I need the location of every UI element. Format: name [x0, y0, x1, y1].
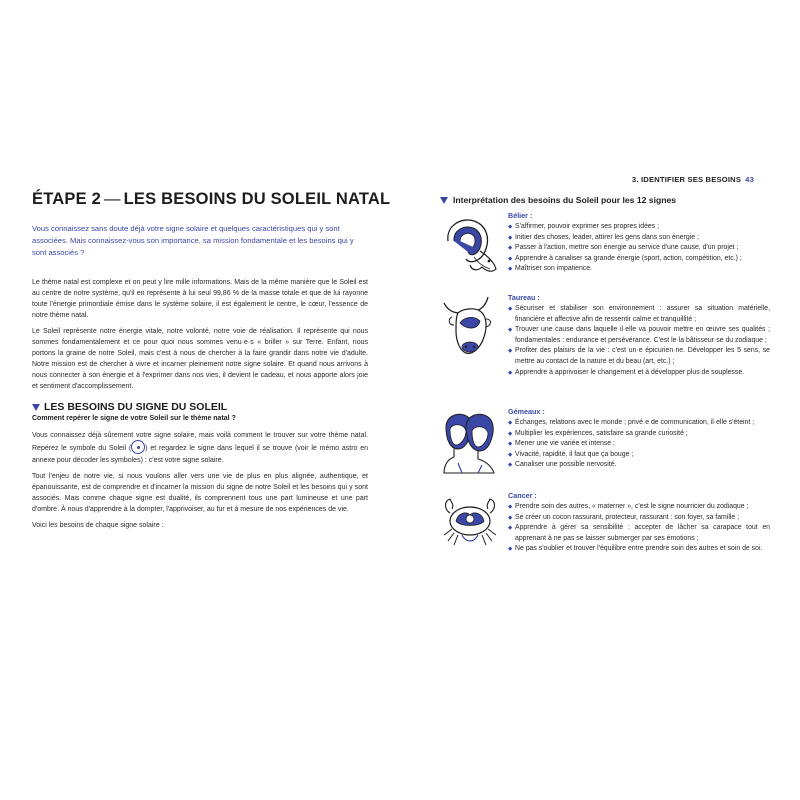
sign-text	[508, 211, 770, 275]
sign-text	[508, 491, 770, 555]
sign-name: Taureau :	[508, 293, 540, 302]
list-item: ◆ Apprendre à canaliser sa grande énergie (sport, action, compétition, etc.) ;	[508, 254, 770, 265]
twins-illustration	[440, 407, 500, 477]
signs-section-title: Interprétation des besoins du Soleil pour les 12 signes	[440, 195, 770, 205]
list-item: ◆ Échanges, relations avec le monde ; privé·e de communication, il·elle s'éteint ;	[508, 418, 770, 429]
intro-text: Vous connaissez sans doute déjà votre signe solaire et quelques caractéristiques qui y sont associées. Mais connaissez-vous son importance, sa mission fondamentale et les besoins qui y sont associés ?	[32, 224, 354, 257]
sign-needs-list	[508, 304, 770, 378]
sign-text	[508, 293, 770, 378]
list-item: ◆ Apprendre à apprivoiser le changement et à développer plus de souplesse.	[508, 368, 770, 379]
list-item: ◆ Vivacité, rapidité, il faut que ça bouge ;	[508, 450, 770, 461]
list-item: ◆ Ne pas s'oublier et trouver l'équilibre entre prendre soin des autres et soin de soi.	[508, 544, 770, 555]
section-title: 3. IDENTIFIER SES BESOINS	[631, 175, 742, 184]
section-heading: LES BESOINS DU SIGNE DU SOLEIL	[32, 401, 368, 413]
list-item: ◆ Canaliser une possible nervosité.	[508, 460, 770, 471]
list-item: ◆ Trouver une cause dans laquelle il·elle va pouvoir mettre en œuvre ses qualités ; fondamentales : endurance et persévérance. C'est le·la bâtisseur·se du zodiaque ;	[508, 325, 770, 346]
sun-symbol-icon	[131, 440, 145, 454]
question-heading: Comment repérer le signe de votre Soleil sur le thème natal ?	[32, 415, 236, 422]
left-column	[32, 190, 391, 536]
list-item: ◆ Se créer un cocon rassurant, protecteur, rassurant : son foyer, sa famille ;	[508, 513, 770, 524]
list-item: ◆ Prendre soin des autres, « materner », c'est le signe nourricier du zodiaque ;	[508, 502, 770, 513]
list-item: ◆ S'affirmer, pouvoir exprimer ses propres idées ;	[508, 222, 770, 233]
page-number: 43	[745, 175, 754, 184]
right-column	[440, 195, 770, 553]
list-item: ◆ Maîtriser son impatience.	[508, 264, 770, 275]
paragraph-3: Vous connaissez déjà sûrement votre signe solaire, mais voilà comment le trouver sur votre thème natal. Repérez le symbole du Soleil ( ) et regardez le signe dans lequel il se trouve (voir le mémo astro en annexe pour décoder les symboles) : c'est votre signe solaire.	[32, 432, 369, 464]
sign-needs-list	[508, 222, 770, 275]
paragraph-5: Voici les besoins de chaque signe solaire :	[32, 522, 164, 529]
list-item: ◆ Multiplier les expériences, satisfaire sa grande curiosité ;	[508, 429, 770, 440]
paragraph-2: Le Soleil représente notre énergie vitale, notre volonté, notre voie de réalisation. Il représente qui nous sommes fondamentalement et ce pour quoi nous sommes venu·e·s « briller » sur Terre. Enfant, nous portons la graine de notre Soleil, mais c'est à nous de chercher à la faire grandir dans notre vie d'adulte. Notre mission est de chercher à vivre et incarner pleinement notre signe solaire. Et quand nous arrivons à nous connecter à son énergie et à l'exprimer dans nos vies, il devient le cadeau, et nous apporte alors joie et sentiment d'accomplissement.	[32, 328, 368, 390]
bull-illustration	[440, 293, 500, 363]
paragraph-1: Le thème natal est complexe et on peut y lire mille informations. Mais de la même manière que le Soleil est au centre de notre système, qu'il en représente à lui seul 99,86 % de la masse totale et que de lui rayonne toute l'énergie primordiale émise dans le système solaire, il est également le centre, le cœur, l'essence de notre thème natal.	[32, 279, 368, 319]
sign-name: Bélier :	[508, 211, 533, 220]
sign-needs-list	[508, 502, 770, 555]
page-title: ÉTAPE 2 — LES BESOINS DU SOLEIL NATAL	[32, 190, 391, 208]
list-item: ◆ Profiter des plaisirs de la vie : c'est un·e épicurien·ne. Développer les 5 sens, se mettre au contact de la nature et du beau (art, etc.) ;	[508, 346, 770, 367]
sign-name: Cancer :	[508, 491, 537, 500]
ram-illustration	[440, 211, 500, 281]
paragraph-4: Tout l'enjeu de notre vie, si nous voulons aller vers une vie de plus en plus alignée, authentique, et épanouissante, est de comprendre et d'incarner la mission du signe de notre Soleil et les besoins qui y sont associés. Mais comme chaque signe est dualité, ils comprennent tous une part lumineuse et une part d'ombre. À nous d'apprendre à la dompter, l'apprivoiser, au fur et à mesure de nos expériences de vie.	[32, 473, 368, 513]
list-item: ◆ Mener une vie variée et intense ;	[508, 439, 770, 450]
list-item: ◆ Initier des choses, leader, attirer les gens dans son énergie ;	[508, 233, 770, 244]
running-header	[632, 175, 754, 184]
crab-illustration	[440, 491, 500, 561]
sign-name: Gémeaux :	[508, 407, 545, 416]
triangle-bullet-icon	[440, 197, 448, 204]
list-item: ◆ Sécuriser et stabiliser son environnement : assurer sa situation matérielle, financière et affective afin de ressentir calme et tranquillité ;	[508, 304, 770, 325]
list-item: ◆ Apprendre à gérer sa sensibilité : accepter de lâcher sa carapace tout en apprenant à ne pas se laisser submerger par ses émotions ;	[508, 523, 770, 544]
sign-text	[508, 407, 770, 471]
sign-needs-list	[508, 418, 770, 471]
list-item: ◆ Passer à l'action, mettre son énergie au service d'une cause, d'un projet ;	[508, 243, 770, 254]
triangle-bullet-icon	[32, 404, 40, 411]
